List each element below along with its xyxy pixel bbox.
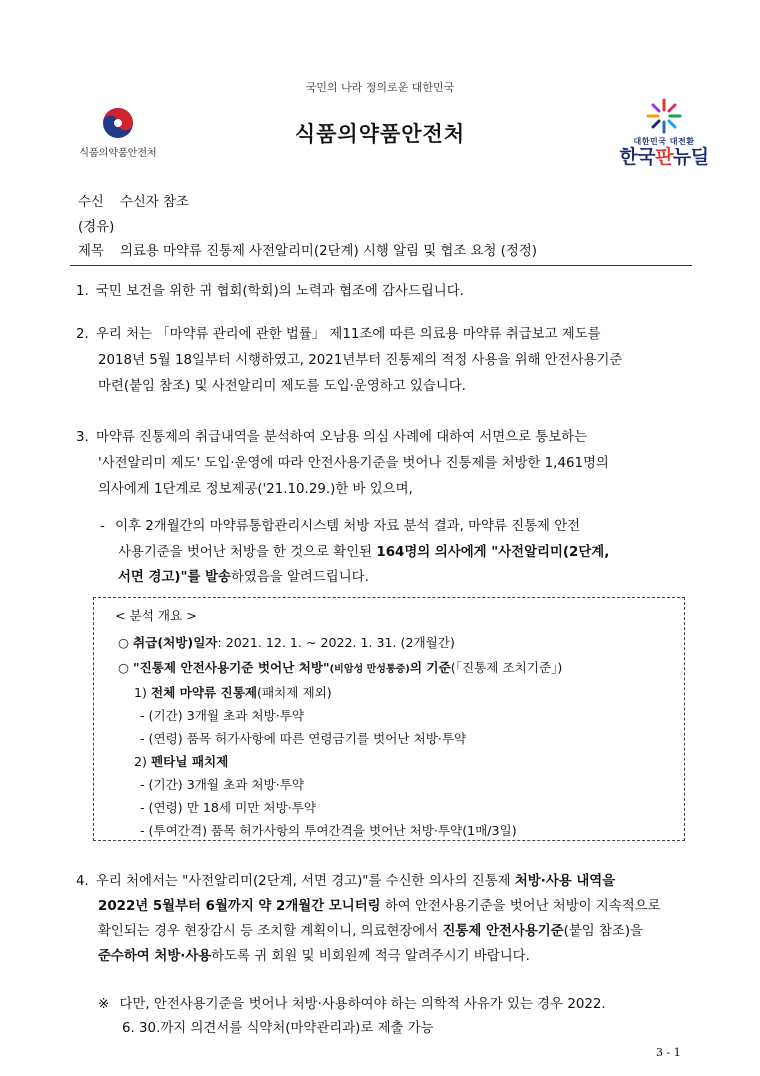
paragraph-3-line-2: '사전알리미 제도' 도입·운영에 따라 안전사용기준을 벗어나 진통제를 처방한 1,461명의 [98,456,609,471]
page-number: 3 - 1 [656,1046,681,1059]
box-sub-1-item-2: - (연령) 품목 허가사항에 따른 연령금기를 벗어난 처방·투약 [140,731,467,746]
box-sub-2-item-2: - (연령) 만 18세 미만 처방·투약 [140,800,317,815]
paragraph-3: 3. 마약류 진통제의 취급내역을 분석하여 오남용 의심 사례에 대하여 서면으로 통보하는 [76,430,588,445]
new-deal-subtitle: 대한민국 대전환 [633,137,695,146]
paragraph-2: 2. 우리 처는 「마약류 관리에 관한 법률」 제11조에 따른 의료용 마약류 취급보고 제도를 [76,327,601,342]
paragraph-4: 4. 우리 처에서는 "사전알리미(2단계, 서면 경고)"를 수신한 의사의 진통제 처방·사용 내역을 [76,874,616,889]
note-line-2: 6. 30.까지 의견서를 식약처(마약관리과)로 제출 가능 [122,1021,434,1036]
via-line: (경유) [78,220,115,235]
starburst-icon [642,96,686,136]
subject-line [78,242,537,262]
recipient-label: 수신 [78,195,104,210]
paragraph-1: 1. 국민 보건을 위한 귀 협회(학회)의 노력과 협조에 감사드립니다. [76,284,464,299]
box-title: < 분석 개요 > [115,608,197,623]
box-sub-2: 2) 펜타닐 패치제 [134,754,229,769]
paragraph-3-dash-line-3: 서면 경고)"를 발송하였음을 알려드립니다. [118,570,369,585]
paragraph-3-dash-line-2: 사용기준을 벗어난 처방을 한 것으로 확인된 164명의 의사에게 "사전알리미(2단계, [118,545,610,560]
header-divider [70,265,692,266]
box-item-period: ○ 취급(처방)일자: 2021. 12. 1. ~ 2022. 1. 31. (2개월간) [118,635,455,650]
subject-label: 제목 [78,244,104,259]
paragraph-3-line-3: 의사에게 1단계로 정보제공('21.10.29.)한 바 있으며, [98,482,413,497]
korean-new-deal-logo [608,96,720,167]
paragraph-4-line-2: 2022년 5월부터 6월까지 약 2개월간 모니터링 하여 안전사용기준을 벗어난 처방이 지속적으로 [98,899,661,914]
box-sub-1-item-1: - (기간) 3개월 초과 처방·투약 [140,708,305,723]
mfds-logo-text: 식품의약품안전처 [79,148,157,159]
paragraph-4-line-4: 준수하여 처방·사용하도록 귀 회원 및 비회원께 적극 알려주시기 바랍니다. [98,949,530,964]
paragraph-3-dash: - 이후 2개월간의 마약류통합관리시스템 처방 자료 분석 결과, 마약류 진통제 안전 [100,519,581,534]
note-line-1: ※ 다만, 안전사용기준을 벗어나 처방·사용하여야 하는 의학적 사유가 있는 경우 2022. [98,997,606,1012]
recipient-line [78,193,189,213]
slogan: 국민의 나라 정의로운 대한민국 [305,81,455,94]
subject-value: 의료용 마약류 진통제 사전알리미(2단계) 시행 알림 및 협조 요청 (정정) [120,244,537,259]
recipient-value: 수신자 참조 [120,195,189,210]
paragraph-2-line-3: 마련(붙임 참조) 및 사전알리미 제도를 도입·운영하고 있습니다. [98,379,466,394]
paragraph-4-line-3: 확인되는 경우 현장감시 등 조치할 계획이니, 의료현장에서 진통제 안전사용기준(붙임 참조)을 [98,924,643,939]
box-item-criteria: ○ "진통제 안전사용기준 벗어난 처방"(비암성 만성통증)의 기준(「진통제 조치기준」) [118,660,563,675]
org-title: 식품의약품안전처 [294,122,466,146]
box-sub-1: 1) 전체 마약류 진통제(패치제 제외) [134,685,332,700]
box-sub-2-item-1: - (기간) 3개월 초과 처방·투약 [140,777,305,792]
new-deal-title: 한국판뉴딜 [619,146,709,168]
box-sub-2-item-3: - (투여간격) 품목 허가사항의 투여간격을 벗어난 처방·투약(1매/3일) [140,823,517,838]
paragraph-2-line-2: 2018년 5월 18일부터 시행하였고, 2021년부터 진통제의 적정 사용을 위해 안전사용기준 [98,353,623,368]
